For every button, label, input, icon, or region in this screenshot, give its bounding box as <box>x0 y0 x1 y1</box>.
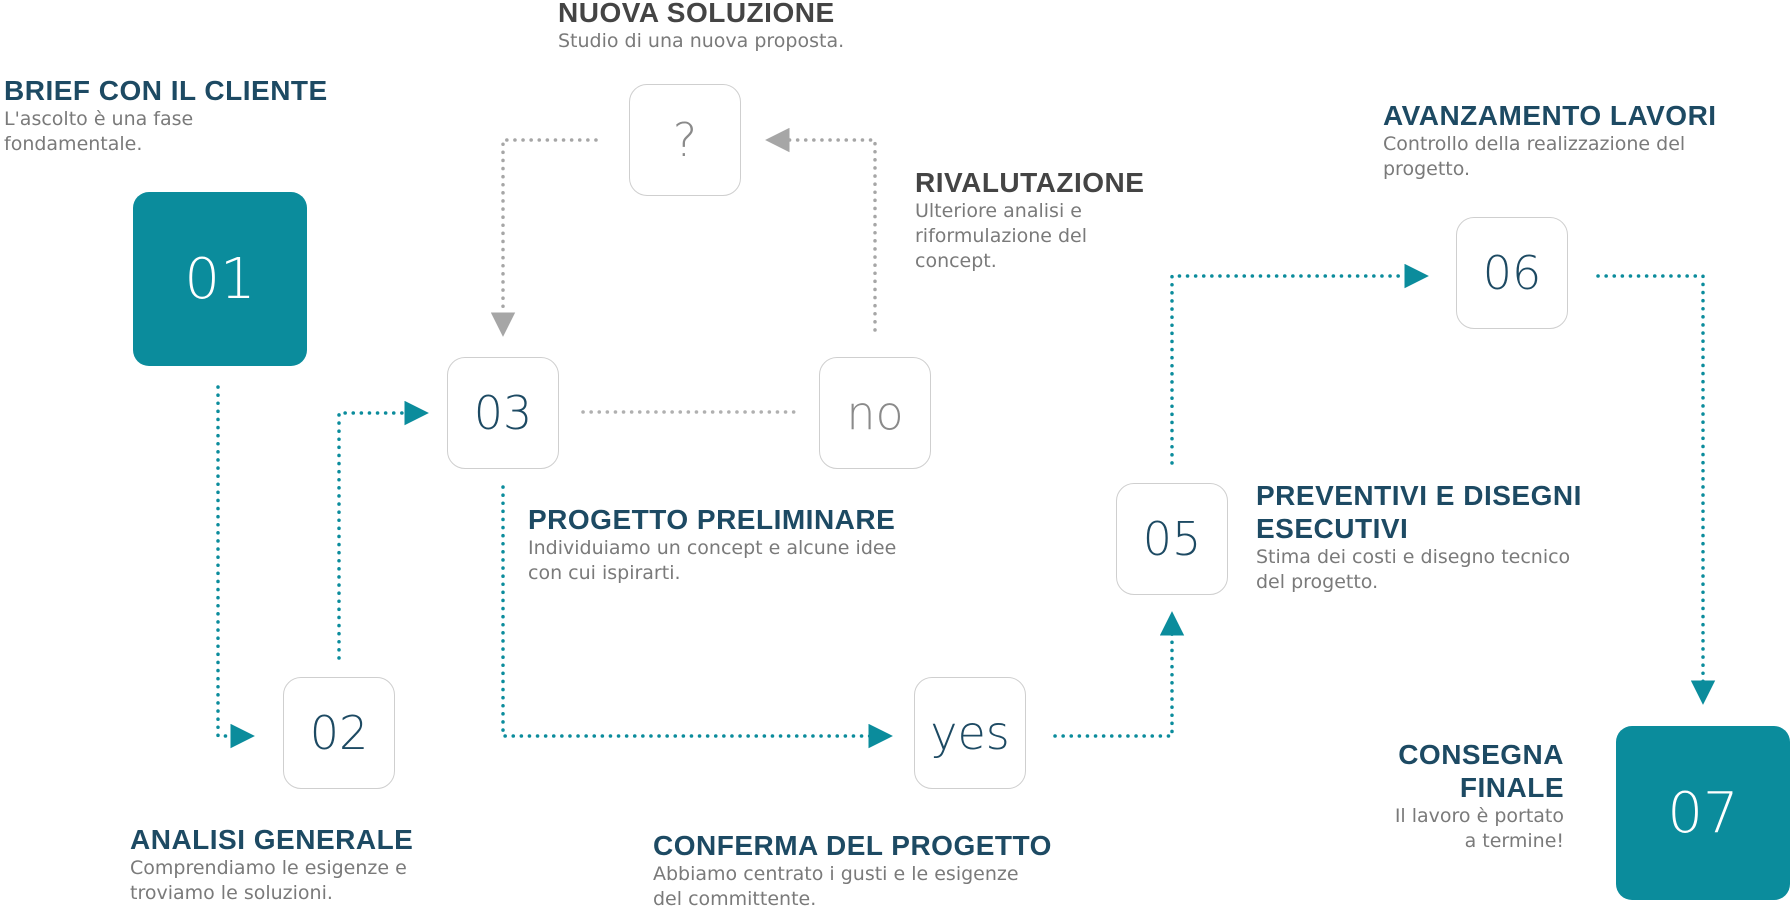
conferma-label <box>653 829 1052 912</box>
step-03-number: 03 <box>473 386 533 440</box>
step-01-title: BRIEF CON IL CLIENTE <box>4 75 328 106</box>
step-03-label <box>528 503 896 586</box>
step-06-desc-line2: progetto. <box>1383 158 1471 180</box>
connector-02-03 <box>339 413 424 658</box>
step-03-desc-line1: Individuiamo un concept e alcune idee <box>528 537 897 559</box>
step-02-desc-line2: troviamo le soluzioni. <box>130 882 333 904</box>
connector-06-07 <box>1598 276 1703 700</box>
rivalutazione-desc-line2: riformulazione del <box>915 225 1088 247</box>
step-01-label <box>4 74 328 157</box>
step-07-title-line1: CONSEGNA <box>1398 739 1564 770</box>
conferma-desc-line2: del committente. <box>653 888 817 910</box>
step-01-box <box>133 192 307 366</box>
step-06-number: 06 <box>1482 246 1542 300</box>
step-02-box <box>283 677 395 789</box>
step-07-desc-line2: a termine! <box>1464 830 1564 852</box>
step-05-desc-line1: Stima dei costi e disegno tecnico <box>1256 546 1571 568</box>
conferma-title: CONFERMA DEL PROGETTO <box>653 830 1052 861</box>
step-02-number: 02 <box>309 706 369 760</box>
step-03-title: PROGETTO PRELIMINARE <box>528 504 896 535</box>
conferma-desc-line1: Abbiamo centrato i gusti e le esigenze <box>653 863 1019 885</box>
step-02-title: ANALISI GENERALE <box>130 824 414 855</box>
step-01-desc-line1: L'ascolto è una fase <box>4 108 194 130</box>
step-07-label <box>1395 738 1564 854</box>
step-01-number: 01 <box>184 246 256 312</box>
step-06-title: AVANZAMENTO LAVORI <box>1383 100 1717 131</box>
step-07-number: 07 <box>1667 780 1739 846</box>
nuova-soluzione-desc: Studio di una nuova proposta. <box>558 30 845 52</box>
step-05-desc-line2: del progetto. <box>1256 571 1379 593</box>
nuova-soluzione-label <box>558 0 844 54</box>
nuova-soluzione-title: NUOVA SOLUZIONE <box>558 0 835 28</box>
step-07-desc-line1: Il lavoro è portato <box>1394 805 1564 827</box>
step-05-title-line2: ESECUTIVI <box>1256 513 1409 544</box>
connector-q-03 <box>503 140 596 332</box>
yes-label: yes <box>930 706 1010 760</box>
step-01-desc-line2: fondamentale. <box>4 133 143 155</box>
step-07-box <box>1616 726 1790 900</box>
step-05-box <box>1116 483 1228 595</box>
no-box <box>819 357 931 469</box>
step-05-number: 05 <box>1142 512 1202 566</box>
step-06-label <box>1383 99 1717 182</box>
connector-no-q <box>770 140 875 330</box>
step-05-title-line1: PREVENTIVI E DISEGNI <box>1256 480 1582 511</box>
rivalutazione-desc-line3: concept. <box>915 250 997 272</box>
step-03-box <box>447 357 559 469</box>
question-mark: ? <box>672 113 698 167</box>
step-07-title-line2: FINALE <box>1459 772 1564 803</box>
rivalutazione-label <box>915 166 1144 274</box>
step-02-desc-line1: Comprendiamo le esigenze e <box>130 857 407 879</box>
step-03-desc-line2: con cui ispirarti. <box>528 562 681 584</box>
step-06-desc-line1: Controllo della realizzazione del <box>1383 133 1686 155</box>
connector-05-06 <box>1172 276 1424 463</box>
rivalutazione-title: RIVALUTAZIONE <box>915 167 1145 198</box>
question-box <box>629 84 741 196</box>
step-02-label <box>130 823 413 906</box>
step-05-label <box>1256 479 1582 595</box>
connector-yes-05 <box>1055 616 1172 736</box>
connector-01-02 <box>218 387 250 736</box>
step-06-box <box>1456 217 1568 329</box>
yes-box <box>914 677 1026 789</box>
no-label: no <box>846 386 904 440</box>
rivalutazione-desc-line1: Ulteriore analisi e <box>915 200 1082 222</box>
